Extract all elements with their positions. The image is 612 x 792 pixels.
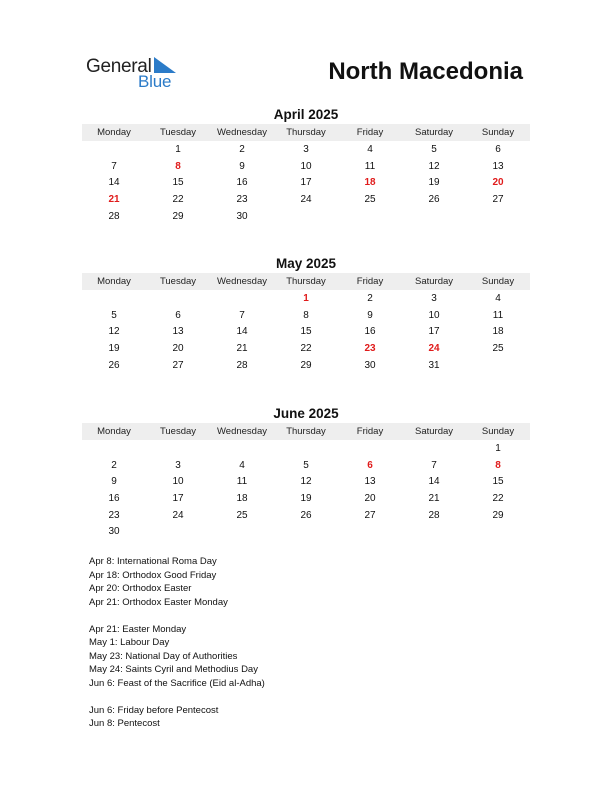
date-cell: 1 — [495, 442, 501, 454]
holiday-note: Apr 21: Orthodox Easter Monday — [89, 596, 228, 608]
month-june — [82, 405, 530, 540]
date-cell: 30 — [236, 210, 248, 222]
weekday-header — [82, 273, 530, 290]
date-cell: 26 — [108, 359, 120, 371]
weekday-label: Sunday — [481, 426, 515, 437]
date-cell: 29 — [492, 509, 504, 521]
date-cell: 3 — [175, 459, 181, 471]
holiday-note: Jun 6: Friday before Pentecost — [89, 704, 219, 716]
weekday-label: Sunday — [481, 276, 515, 287]
date-cell: 21 — [236, 342, 248, 354]
brand-logo — [86, 56, 186, 96]
date-cell: 8 — [303, 309, 309, 321]
weekday-label: Tuesday — [159, 426, 197, 437]
date-cell: 25 — [492, 342, 504, 354]
week-row — [82, 174, 530, 191]
date-cell: 2 — [111, 459, 117, 471]
week-row — [82, 357, 530, 374]
week-row — [82, 191, 530, 208]
date-cell: 29 — [300, 359, 312, 371]
date-cell: 4 — [367, 143, 373, 155]
holiday-notes — [89, 555, 265, 744]
weekday-label: Monday — [97, 127, 131, 138]
date-cell: 10 — [428, 309, 440, 321]
date-cell: 27 — [364, 509, 376, 521]
holiday-date: 18 — [364, 177, 376, 189]
week-row — [82, 208, 530, 225]
date-cell: 2 — [239, 143, 245, 155]
holiday-note: Apr 20: Orthodox Easter — [89, 583, 192, 594]
notes-group — [89, 704, 265, 731]
weekday-label: Saturday — [414, 276, 454, 287]
date-cell: 16 — [364, 326, 376, 338]
holiday-note: May 24: Saints Cyril and Methodius Day — [89, 664, 258, 675]
holiday-date: 24 — [428, 342, 440, 354]
weekday-label: Saturday — [414, 426, 454, 437]
month-title: May 2025 — [275, 256, 337, 271]
date-cell: 5 — [111, 309, 117, 321]
date-cell: 14 — [428, 476, 440, 488]
weekday-label: Sunday — [481, 127, 515, 138]
date-cell: 7 — [111, 160, 117, 172]
date-cell: 10 — [300, 160, 312, 172]
notes-group — [89, 555, 265, 609]
date-cell: 17 — [428, 326, 440, 338]
date-cell: 20 — [172, 342, 184, 354]
week-row — [82, 141, 530, 158]
date-cell: 25 — [364, 193, 376, 205]
date-cell: 9 — [111, 476, 117, 488]
weekday-header — [82, 423, 530, 440]
date-cell: 13 — [492, 160, 504, 172]
date-cell: 4 — [495, 292, 501, 304]
holiday-note: May 1: Labour Day — [89, 637, 170, 648]
date-cell: 6 — [495, 143, 501, 155]
date-cell: 7 — [431, 459, 437, 471]
date-cell: 15 — [300, 326, 312, 338]
month-april — [82, 106, 530, 224]
date-cell: 5 — [303, 459, 309, 471]
date-cell: 28 — [428, 509, 440, 521]
date-cell: 22 — [300, 342, 312, 354]
weekday-label: Thursday — [286, 426, 326, 437]
weekday-label: Wednesday — [217, 127, 267, 138]
date-cell: 1 — [175, 143, 181, 155]
date-cell: 11 — [236, 476, 248, 488]
date-cell: 27 — [172, 359, 184, 371]
week-row — [82, 323, 530, 340]
date-cell: 17 — [172, 492, 184, 504]
date-cell: 9 — [367, 309, 373, 321]
logo-text-blue: Blue — [138, 72, 172, 91]
holiday-date: 20 — [492, 177, 504, 189]
date-cell: 26 — [428, 193, 440, 205]
week-row — [82, 490, 530, 507]
holiday-note: May 23: National Day of Authorities — [89, 650, 238, 662]
week-row — [82, 290, 530, 307]
date-cell: 15 — [172, 177, 184, 189]
logo-text-general: General — [86, 56, 152, 77]
week-row — [82, 307, 530, 324]
week-row — [82, 158, 530, 175]
week-row — [82, 507, 530, 524]
date-cell: 7 — [239, 309, 245, 321]
date-cell: 13 — [364, 476, 376, 488]
date-cell: 19 — [300, 492, 312, 504]
holiday-date: 6 — [367, 459, 373, 471]
logo-flag-icon — [152, 57, 176, 73]
date-cell: 19 — [428, 177, 440, 189]
date-cell: 13 — [172, 326, 184, 338]
week-row — [82, 340, 530, 357]
week-row — [82, 523, 530, 540]
weekday-label: Friday — [356, 276, 384, 287]
holiday-date: 21 — [108, 193, 120, 205]
date-cell: 3 — [431, 292, 437, 304]
date-cell: 4 — [239, 459, 245, 471]
date-cell: 12 — [300, 476, 312, 488]
date-cell: 27 — [492, 193, 504, 205]
date-cell: 14 — [108, 177, 120, 189]
month-title: June 2025 — [273, 406, 339, 421]
date-cell: 16 — [236, 177, 248, 189]
date-cell: 11 — [364, 160, 376, 172]
month-may — [82, 255, 530, 373]
holiday-note: Apr 21: Easter Monday — [89, 623, 187, 635]
date-cell: 22 — [492, 492, 504, 504]
date-cell: 20 — [364, 492, 376, 504]
date-cell: 18 — [236, 492, 248, 504]
date-cell: 22 — [172, 193, 184, 205]
weekday-label: Wednesday — [217, 426, 267, 437]
weekday-label: Saturday — [414, 127, 454, 138]
date-cell: 28 — [108, 210, 120, 222]
date-cell: 2 — [367, 292, 373, 304]
weekday-label: Thursday — [286, 127, 326, 138]
date-cell: 18 — [492, 326, 504, 338]
weekday-label: Friday — [356, 127, 384, 138]
date-cell: 19 — [108, 342, 120, 354]
date-cell: 31 — [428, 359, 440, 371]
weekday-label: Wednesday — [217, 276, 267, 287]
date-cell: 21 — [428, 492, 440, 504]
holiday-date: 8 — [175, 160, 181, 172]
weekday-label: Monday — [97, 426, 131, 437]
date-cell: 3 — [303, 143, 309, 155]
weekday-header — [82, 124, 530, 141]
date-cell: 24 — [172, 509, 184, 521]
holiday-date: 8 — [495, 459, 501, 471]
date-cell: 12 — [428, 160, 440, 172]
date-cell: 30 — [108, 526, 120, 538]
date-cell: 17 — [300, 177, 312, 189]
date-cell: 24 — [300, 193, 312, 205]
date-cell: 9 — [239, 160, 245, 172]
country-title: North Macedonia — [328, 58, 523, 85]
notes-group — [89, 623, 265, 691]
date-cell: 30 — [364, 359, 376, 371]
date-cell: 10 — [172, 476, 184, 488]
date-cell: 16 — [108, 492, 120, 504]
holiday-note: Apr 18: Orthodox Good Friday — [89, 569, 217, 581]
holiday-note: Jun 8: Pentecost — [89, 718, 160, 729]
date-cell: 29 — [172, 210, 184, 222]
holiday-note: Apr 8: International Roma Day — [89, 556, 217, 567]
weekday-label: Monday — [97, 276, 131, 287]
week-row — [82, 440, 530, 457]
holiday-date: 1 — [303, 292, 309, 304]
holiday-note: Jun 6: Feast of the Sacrifice (Eid al-Adha) — [89, 677, 265, 689]
date-cell: 15 — [492, 476, 504, 488]
date-cell: 14 — [236, 326, 248, 338]
date-cell: 12 — [108, 326, 120, 338]
month-title: April 2025 — [273, 107, 339, 122]
weekday-label: Tuesday — [159, 127, 197, 138]
date-cell: 28 — [236, 359, 248, 371]
week-row — [82, 457, 530, 474]
date-cell: 26 — [300, 509, 312, 521]
weekday-label: Thursday — [286, 276, 326, 287]
date-cell: 6 — [175, 309, 181, 321]
date-cell: 23 — [108, 509, 120, 521]
week-row — [82, 473, 530, 490]
date-cell: 23 — [236, 193, 248, 205]
weekday-label: Tuesday — [159, 276, 197, 287]
date-cell: 25 — [236, 509, 248, 521]
date-cell: 11 — [492, 309, 504, 321]
weekday-label: Friday — [356, 426, 384, 437]
holiday-date: 23 — [364, 342, 376, 354]
date-cell: 5 — [431, 143, 437, 155]
